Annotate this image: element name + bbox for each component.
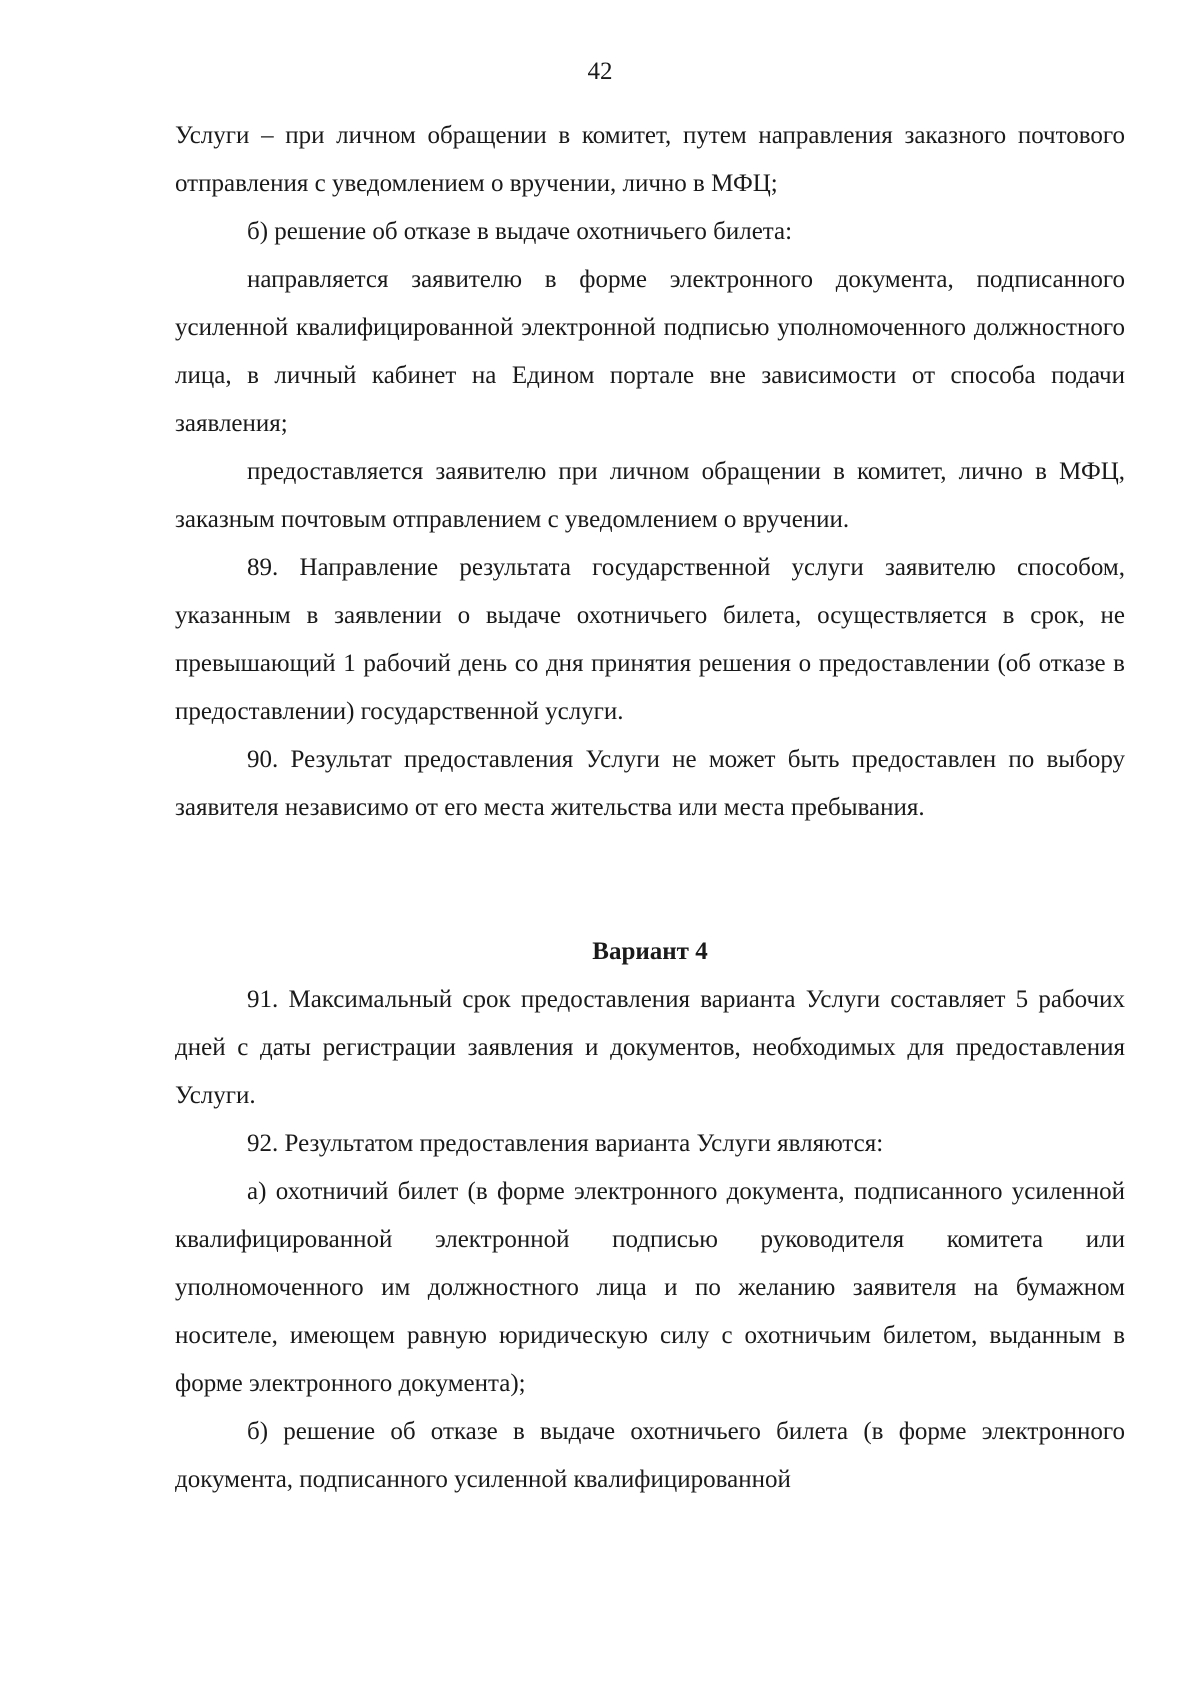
paragraph: 89. Направление результата государственной услуги заявителю способом, указанным в заявлении о выдаче охотничьего билета, осуществляется в срок, не превышающий 1 рабочий день со дня принятия решения о предоставлении (об отказе в предоставлении) государственной услуги. xyxy=(175,554,1125,725)
paragraph: 90. Результат предоставления Услуги не может быть предоставлен по выбору заявителя независимо от его места жительства или места пребывания. xyxy=(175,746,1125,821)
paragraph: б) решение об отказе в выдаче охотничьего билета: xyxy=(247,218,793,245)
paragraph: предоставляется заявителю при личном обращении в комитет, лично в МФЦ, заказным почтовым отправлением с уведомлением о вручении. xyxy=(175,458,1125,533)
paragraph: направляется заявителю в форме электронного документа, подписанного усиленной квалифицированной электронной подписью уполномоченного должностного лица, в личный кабинет на Едином портале вне зависимости от способа подачи заявления; xyxy=(175,266,1125,437)
paragraph: а) охотничий билет (в форме электронного документа, подписанного усиленной квалифицированной электронной подписью руководителя комитета или уполномоченного им должностного лица и по желанию заявителя на бумажном носителе, имеющем равную юридическую силу с охотничьим билетом, выданным в форме электронного документа); xyxy=(175,1178,1125,1397)
paragraph: б) решение об отказе в выдаче охотничьего билета (в форме электронного документа, подписанного усиленной квалифицированной xyxy=(175,1418,1125,1493)
paragraph: 91. Максимальный срок предоставления варианта Услуги составляет 5 рабочих дней с даты регистрации заявления и документов, необходимых для предоставления Услуги. xyxy=(175,986,1125,1109)
page-number: 42 xyxy=(587,58,613,85)
section-heading: Вариант 4 xyxy=(592,938,708,965)
paragraph: 92. Результатом предоставления варианта Услуги являются: xyxy=(247,1130,884,1157)
paragraph: Услуги – при личном обращении в комитет, путем направления заказного почтового отправления с уведомлением о вручении, лично в МФЦ; xyxy=(175,122,1125,197)
document-body xyxy=(175,112,1125,1504)
